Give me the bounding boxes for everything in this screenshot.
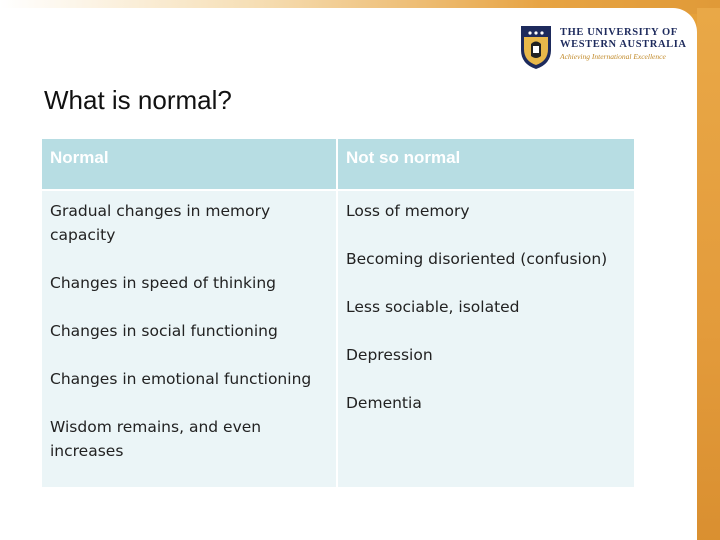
logo-tagline: Achieving International Excellence <box>560 52 666 61</box>
comparison-table <box>42 139 634 487</box>
list-item: Dementia <box>346 394 422 412</box>
logo-line-2: WESTERN AUSTRALIA <box>560 39 687 50</box>
crest-icon <box>519 22 553 70</box>
column-header-not-so-normal: Not so normal <box>338 139 634 189</box>
normal-column <box>42 189 336 487</box>
not-so-normal-column <box>338 189 634 487</box>
list-item: Becoming disoriented (confusion) <box>346 250 608 268</box>
right-accent-strip <box>697 8 720 540</box>
list-item: Gradual changes in memory capacity <box>50 202 271 244</box>
university-logo <box>519 22 687 72</box>
list-item: Changes in social functioning <box>50 322 278 340</box>
list-item: Wisdom remains, and even increases <box>50 418 262 460</box>
list-item: Loss of memory <box>346 202 470 220</box>
logo-line-1: THE UNIVERSITY OF <box>560 27 678 38</box>
logo-wordmark <box>560 27 687 62</box>
list-item: Changes in emotional functioning <box>50 370 312 388</box>
page-title: What is normal? <box>44 85 232 115</box>
list-item: Changes in speed of thinking <box>50 274 276 292</box>
list-item: Depression <box>346 346 433 364</box>
column-header-normal: Normal <box>42 139 336 189</box>
list-item: Less sociable, isolated <box>346 298 520 316</box>
